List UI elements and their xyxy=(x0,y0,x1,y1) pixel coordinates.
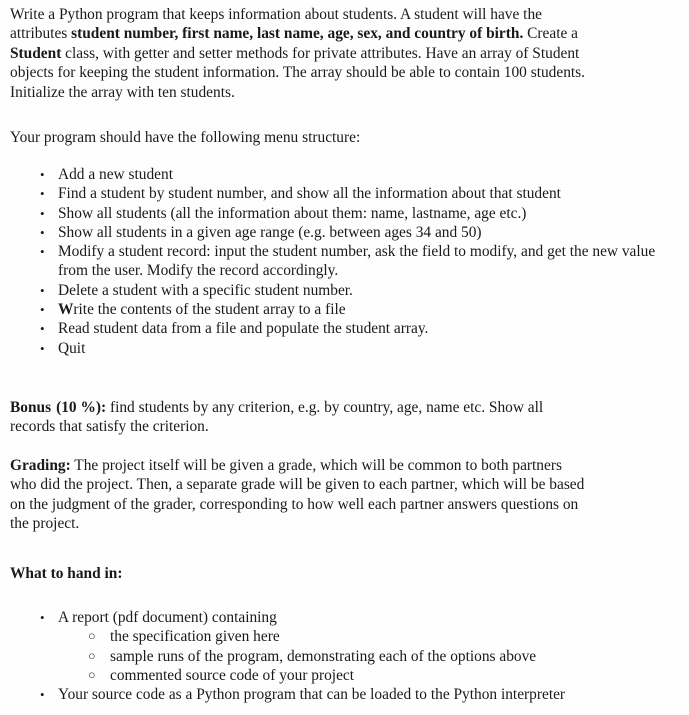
menu-item-delete-student: Delete a student with a specific student number. xyxy=(58,281,353,299)
bonus-section xyxy=(10,398,682,437)
menu-item-quit: Quit xyxy=(58,339,86,357)
list-item xyxy=(10,184,688,203)
list-item xyxy=(10,300,688,319)
menu-item-show-age-range: Show all students in a given age range (e.g. between ages 34 and 50) xyxy=(58,223,482,241)
grading-section xyxy=(10,456,682,534)
list-item xyxy=(58,627,688,646)
list-item xyxy=(10,685,688,704)
intro-line-3-post: class, with getter and setter methods for private attributes. Have an array of Student xyxy=(61,44,580,62)
bonus-body-line-2: records that satisfy the criterion. xyxy=(10,418,209,436)
menu-intro-text: Your program should have the following menu structure: xyxy=(10,129,361,146)
bullet-icon: • xyxy=(40,167,45,182)
bullet-icon: • xyxy=(40,244,45,260)
bullet-icon: • xyxy=(40,687,45,703)
student-class-bold: Student xyxy=(10,44,62,62)
handin-subitem-specification: the specification given here xyxy=(110,628,280,646)
bonus-line-1 xyxy=(10,398,682,417)
intro-line-1: Write a Python program that keeps information about students. A student will have the xyxy=(10,6,542,23)
bullet-icon: • xyxy=(40,205,45,221)
bonus-percent: (10 %): xyxy=(56,399,107,416)
list-item xyxy=(10,204,688,223)
list-item xyxy=(58,666,688,685)
bullet-icon: • xyxy=(40,282,45,298)
menu-intro-paragraph xyxy=(10,128,682,147)
grading-line-3: on the judgment of the grader, corresponding to how well each partner answers questions on xyxy=(10,495,579,513)
intro-line-5: Initialize the array with ten students. xyxy=(10,83,235,101)
list-item xyxy=(10,339,688,358)
handin-list xyxy=(10,608,688,704)
list-item xyxy=(10,242,688,281)
circle-bullet-icon: ○ xyxy=(88,629,96,644)
handin-heading-block xyxy=(10,564,682,583)
bonus-body-line-1: find students by any criterion, e.g. by country, age, name etc. Show all xyxy=(106,399,544,416)
menu-structure-list xyxy=(10,165,688,358)
handin-heading-text: What to hand in: xyxy=(10,565,123,582)
list-item xyxy=(10,165,688,184)
grading-label: Grading: xyxy=(10,457,71,474)
menu-item-find-student: Find a student by student number, and show all the information about that student xyxy=(58,185,561,203)
bullet-icon: • xyxy=(40,340,45,356)
intro-line-4: objects for keeping the student information. The array should be able to contain 100 students. xyxy=(10,64,586,82)
circle-bullet-icon: ○ xyxy=(88,667,96,682)
bullet-icon: • xyxy=(40,302,45,318)
menu-item-read-file: Read student data from a file and populate the student array. xyxy=(58,320,429,338)
grading-line-4: the project. xyxy=(10,515,80,533)
list-item xyxy=(10,223,688,242)
list-item xyxy=(10,319,688,338)
list-item xyxy=(10,281,688,300)
menu-item-modify-record: Modify a student record: input the student number, ask the field to modify, and get the new value from the user. Modify the record accordingly. xyxy=(58,243,656,280)
handin-heading xyxy=(10,564,682,583)
menu-item-write-file-initial: W xyxy=(58,301,74,319)
menu-item-add-student: Add a new student xyxy=(58,166,173,183)
handin-sublist xyxy=(58,627,688,685)
bullet-icon: • xyxy=(40,224,45,240)
bullet-icon: • xyxy=(40,321,45,337)
intro-attributes-bold: student number, first name, last name, age, sex, and country of birth. xyxy=(71,25,524,43)
list-item xyxy=(58,647,688,666)
handin-subitem-sample-runs: sample runs of the program, demonstrating each of the options above xyxy=(110,647,537,665)
grading-line-1 xyxy=(10,456,682,475)
intro-line-3 xyxy=(10,44,682,63)
intro-paragraph xyxy=(10,5,682,102)
intro-line-2-post: Create a xyxy=(523,25,578,43)
handin-item-source-code: Your source code as a Python program that can be loaded to the Python interpreter xyxy=(58,686,566,704)
menu-item-show-all: Show all students (all the information about them: name, lastname, age etc.) xyxy=(58,204,527,222)
circle-bullet-icon: ○ xyxy=(88,648,96,663)
list-item xyxy=(10,608,688,685)
bullet-icon: • xyxy=(40,610,45,625)
grading-line-2: who did the project. Then, a separate grade will be given to each partner, which will be based xyxy=(10,476,585,494)
bullet-icon: • xyxy=(40,186,45,202)
intro-line-2 xyxy=(10,24,682,43)
grading-body-line-1: The project itself will be given a grade, which will be common to both partners xyxy=(70,457,562,474)
intro-line-2-pre: attributes xyxy=(10,25,72,43)
bonus-label: Bonus xyxy=(10,399,52,416)
handin-subitem-source-code: commented source code of your project xyxy=(110,666,355,684)
menu-item-write-file: rite the contents of the student array to a file xyxy=(73,301,346,319)
handin-item-report: A report (pdf document) containing xyxy=(58,609,277,626)
